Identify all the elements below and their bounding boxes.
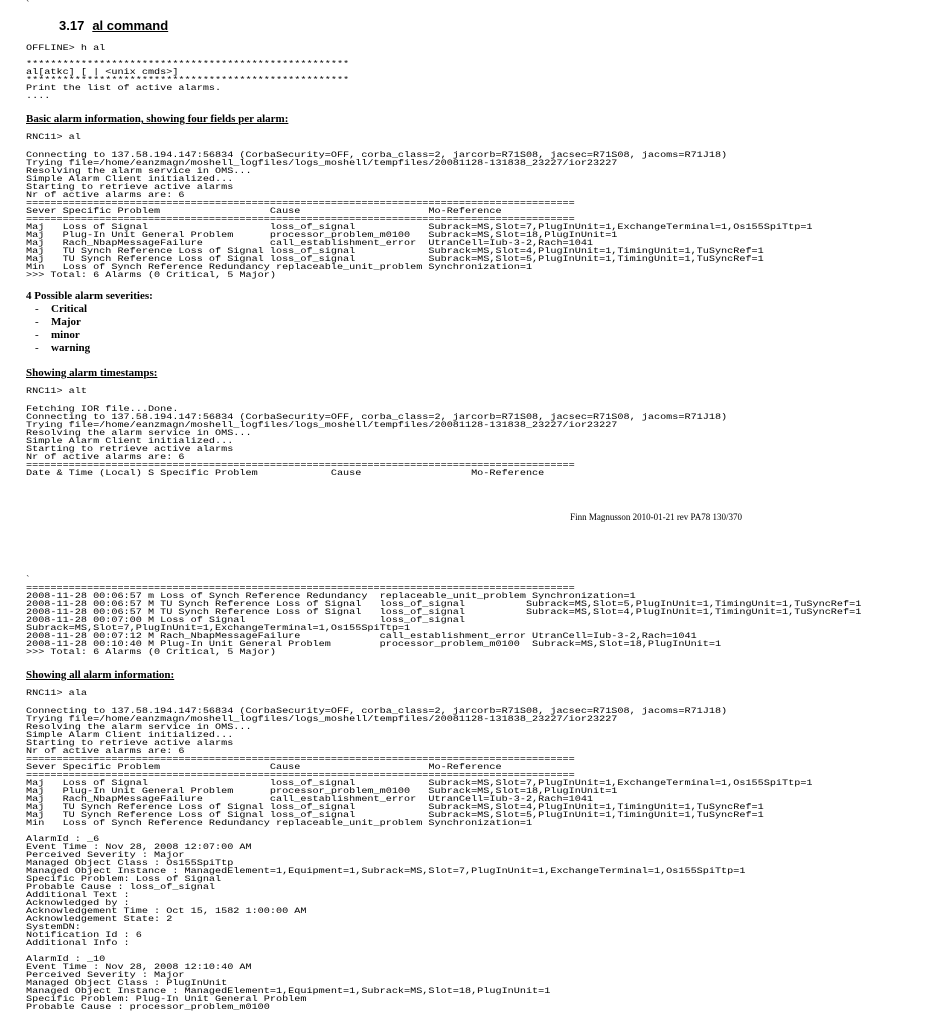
severity-item: - Major (35, 316, 81, 328)
timestamp-command: RNC11> alt (26, 387, 87, 396)
output-line: Maj TU Synch Reference Loss of Signal loss_of_signal Subrack=MS,Slot=5,PlugInUnit=1,TimingUnit=1,TuSyncRef=1 (26, 255, 764, 264)
output-line: 2008-11-28 00:06:57 M TU Synch Reference Loss of Signal loss_of_signal Subrack=MS,Slot=5,PlugInUnit=1,TimingUnit=1,TuSyncRef=1 (26, 600, 862, 609)
severity-item: - Critical (35, 303, 88, 315)
document-page-130 (25, 0, 813, 478)
output-line: Simple Alarm Client initialized... (26, 175, 234, 184)
output-line: Acknowledged by : (26, 899, 130, 908)
output-line: Date & Time (Local) S Specific Problem Cause Mo-Reference (26, 469, 545, 478)
output-line: ========================================================================================== (26, 199, 575, 208)
severity-list (26, 303, 752, 355)
output-line: ========================================================================================== (26, 771, 575, 780)
output-line: Acknowledgement State: 2 (26, 915, 173, 924)
output-line: Event Time : Nov 28, 2008 12:07:00 AM (26, 843, 252, 852)
output-line: ========================================================================================== (26, 215, 575, 224)
timestamp-rows (26, 585, 948, 657)
output-line: Fetching IOR file...Done. (26, 405, 179, 414)
timestamp-output (26, 406, 948, 478)
output-line: Managed Object Class : Os155SpiTtp (26, 859, 234, 868)
output-line: Nr of active alarms are: 6 (26, 191, 185, 200)
output-line: Starting to retrieve active alarms (26, 739, 234, 748)
basic-output (26, 152, 948, 280)
output-line: Notification Id : 6 (26, 931, 142, 940)
all-command: RNC11> ala (26, 689, 87, 698)
output-line: Starting to retrieve active alarms (26, 183, 234, 192)
output-line: Print the list of active alarms. (26, 84, 222, 93)
output-line: 2008-11-28 00:06:57 m Loss of Synch Reference Redundancy replaceable_unit_problem Synchronization=1 (26, 592, 636, 601)
section-title (59, 18, 752, 33)
output-line: Maj TU Synch Reference Loss of Signal loss_of_signal Subrack=MS,Slot=4,PlugInUnit=1,TimingUnit=1,TuSyncRef=1 (26, 803, 764, 812)
output-line: Managed Object Instance : ManagedElement=1,Equipment=1,Subrack=MS,Slot=18,PlugInUnit=1 (26, 987, 551, 996)
page-mark: ` (25, 575, 31, 585)
output-line: Maj Plug-In Unit General Problem processor_problem_m0100 Subrack=MS,Slot=18,PlugInUnit=1 (26, 231, 618, 240)
output-line: Acknowledgement Time : Oct 15, 1582 1:00:00 AM (26, 907, 307, 916)
output-line: Resolving the alarm service in OMS... (26, 723, 252, 732)
output-line: Resolving the alarm service in OMS... (26, 429, 252, 438)
output-line: Sever Specific Problem Cause Mo-Reference (26, 763, 502, 772)
output-line: Simple Alarm Client initialized... (26, 437, 234, 446)
heading-timestamps: Showing alarm timestamps: (26, 367, 158, 379)
output-line: 2008-11-28 00:06:57 M TU Synch Reference Loss of Signal loss_of_signal Subrack=MS,Slot=4,PlugInUnit=1,TimingUnit=1,TuSyncRef=1 (26, 608, 862, 617)
output-line: Specific Problem: Loss of Signal (26, 875, 222, 884)
output-line: Managed Object Class : PlugInUnit (26, 979, 228, 988)
output-line: Maj Rach_NbapMessageFailure call_establishment_error UtranCell=Iub-3-2,Rach=1041 (26, 795, 594, 804)
output-line: Maj Rach_NbapMessageFailure call_establishment_error UtranCell=Iub-3-2,Rach=1041 (26, 239, 594, 248)
heading-basic-alarm-info: Basic alarm information, showing four fields per alarm: (26, 113, 289, 125)
output-line: ========================================================================================== (26, 584, 575, 593)
output-line: Connecting to 137.58.194.147:56834 (CorbaSecurity=OFF, corba_class=2, jarcorb=R71S08, jacsec=R71S08, jacoms=R71J18) (26, 413, 728, 422)
output-line: Additional Text : (26, 891, 130, 900)
heading-all-alarm-info: Showing all alarm information: (26, 669, 175, 681)
output-line: Min Loss of Synch Reference Redundancy replaceable_unit_problem Synchronization=1 (26, 819, 533, 828)
output-line: Connecting to 137.58.194.147:56834 (CorbaSecurity=OFF, corba_class=2, jarcorb=R71S08, jacsec=R71S08, jacoms=R71J18) (26, 151, 728, 160)
heading-severities: 4 Possible alarm severities: (26, 290, 153, 302)
page-footer: Finn Magnusson 2010-01-21 rev PA78 130/370 (570, 512, 742, 522)
output-line: Event Time : Nov 28, 2008 12:10:40 AM (26, 963, 252, 972)
output-line: Maj Loss of Signal loss_of_signal Subrack=MS,Slot=7,PlugInUnit=1,ExchangeTerminal=1,Os155SpiTtp=1 (26, 779, 813, 788)
document-page-131 (25, 575, 862, 1012)
output-line: Simple Alarm Client initialized... (26, 731, 234, 740)
output-line: AlarmId : _6 (26, 835, 100, 844)
output-line: SystemDN: (26, 923, 81, 932)
output-line: Maj Plug-In Unit General Problem processor_problem_m0100 Subrack=MS,Slot=18,PlugInUnit=1 (26, 787, 618, 796)
output-line: Sever Specific Problem Cause Mo-Reference (26, 207, 502, 216)
output-line: 2008-11-28 00:07:00 M Loss of Signal loss_of_signal (26, 616, 465, 625)
output-line: Additional Info : (26, 939, 130, 948)
output-line: Trying file=/home/eanzmagn/moshell_logfiles/logs_moshell/tempfiles/20081128-131838_23227/ior23227 (26, 421, 618, 430)
output-line: al[atkc] [ | <unix cmds>] (26, 68, 179, 77)
usage-block (26, 45, 948, 101)
output-line: Trying file=/home/eanzmagn/moshell_logfiles/logs_moshell/tempfiles/20081128-131838_23227/ior23227 (26, 159, 618, 168)
page-mark: ` (25, 0, 31, 10)
output-line: Specific Problem: Plug-In Unit General Problem (26, 995, 307, 1004)
section-command: al command (92, 18, 169, 33)
output-line: Connecting to 137.58.194.147:56834 (CorbaSecurity=OFF, corba_class=2, jarcorb=R71S08, jacsec=R71S08, jacoms=R71J18) (26, 707, 728, 716)
output-line: Perceived Severity : Major (26, 971, 185, 980)
output-line: Managed Object Instance : ManagedElement=1,Equipment=1,Subrack=MS,Slot=7,PlugInUnit=1,ExchangeTerminal=1,Os155SpiTtp=1 (26, 867, 746, 876)
output-line: OFFLINE> h al (26, 44, 106, 53)
output-line: AlarmId : _10 (26, 955, 106, 964)
alarm-details-2 (26, 956, 948, 1012)
output-line: Nr of active alarms are: 6 (26, 453, 185, 462)
output-line: >>> Total: 6 Alarms (0 Critical, 5 Major) (26, 648, 276, 657)
output-line: ========================================================================================== (26, 461, 575, 470)
section-number: 3.17 (59, 18, 85, 33)
output-line: Min Loss of Synch Reference Redundancy replaceable_unit_problem Synchronization=1 (26, 263, 533, 272)
output-line: ========================================================================================== (26, 755, 575, 764)
output-line: Trying file=/home/eanzmagn/moshell_logfiles/logs_moshell/tempfiles/20081128-131838_23227/ior23227 (26, 715, 618, 724)
output-line: >>> Total: 6 Alarms (0 Critical, 5 Major) (26, 271, 276, 280)
severity-item: - warning (35, 342, 91, 354)
output-line: Starting to retrieve active alarms (26, 445, 234, 454)
output-line: .... (26, 92, 51, 101)
output-line: Nr of active alarms are: 6 (26, 747, 185, 756)
output-line: Perceived Severity : Major (26, 851, 185, 860)
output-line: Maj Loss of Signal loss_of_signal Subrack=MS,Slot=7,PlugInUnit=1,ExchangeTerminal=1,Os155SpiTtp=1 (26, 223, 813, 232)
basic-command: RNC11> al (26, 133, 81, 142)
severity-item: - minor (35, 329, 80, 341)
output-line: Maj TU Synch Reference Loss of Signal loss_of_signal Subrack=MS,Slot=4,PlugInUnit=1,TimingUnit=1,TuSyncRef=1 (26, 247, 764, 256)
all-output (26, 708, 948, 828)
output-line: Resolving the alarm service in OMS... (26, 167, 252, 176)
output-line: ***************************************************** (26, 60, 350, 69)
output-line: 2008-11-28 00:10:40 M Plug-In Unit General Problem processor_problem_m0100 Subrack=MS,Slot=18,PlugInUnit=1 (26, 640, 722, 649)
output-line: Subrack=MS,Slot=7,PlugInUnit=1,ExchangeTerminal=1,Os155SpiTtp=1 (26, 624, 411, 633)
alarm-details-1 (26, 836, 948, 948)
output-line: Maj TU Synch Reference Loss of Signal loss_of_signal Subrack=MS,Slot=5,PlugInUnit=1,TimingUnit=1,TuSyncRef=1 (26, 811, 764, 820)
output-line: Probable Cause : loss_of_signal (26, 883, 216, 892)
output-line: ***************************************************** (26, 76, 350, 85)
output-line: 2008-11-28 00:07:12 M Rach_NbapMessageFailure call_establishment_error UtranCell=Iub-3-2,Rach=1041 (26, 632, 697, 641)
output-line: Probable Cause : processor_problem_m0100 (26, 1003, 270, 1012)
